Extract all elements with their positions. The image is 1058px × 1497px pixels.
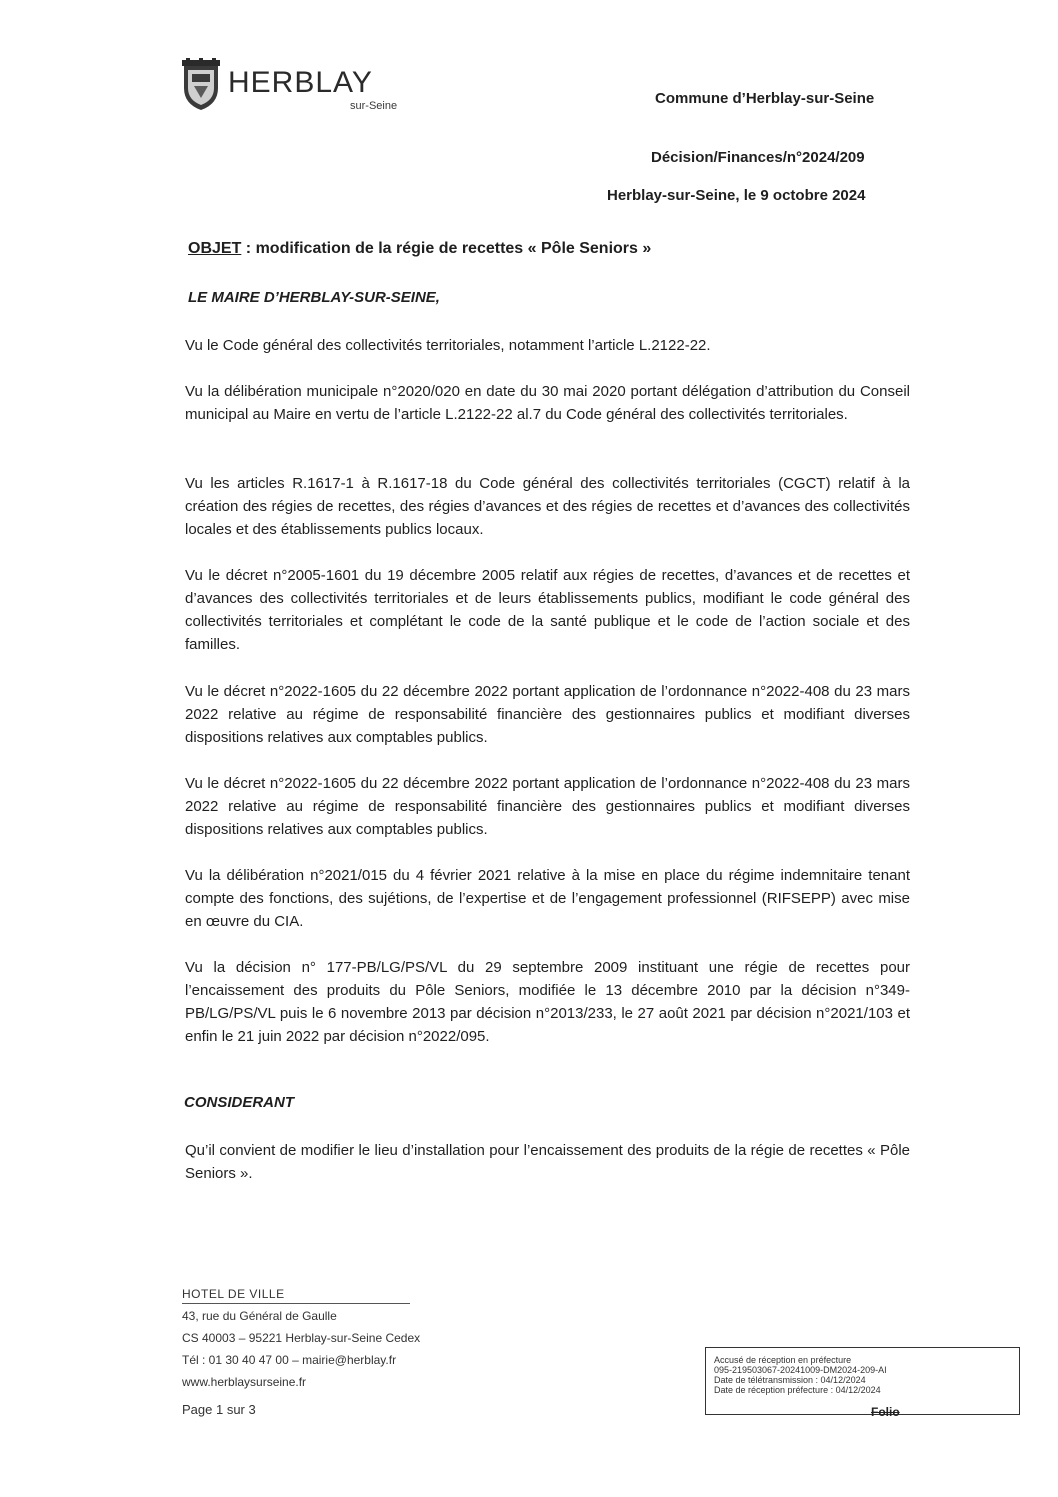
object-label: OBJET: [188, 240, 242, 257]
considerant-heading: CONSIDERANT: [184, 1094, 295, 1111]
object-text: : modification de la régie de recettes « Pôle Seniors »: [241, 240, 652, 257]
stamp-line-1: Accusé de réception en préfecture: [714, 1355, 852, 1365]
stamp-line-3: Date de télétransmission : 04/12/2024: [714, 1375, 866, 1385]
city-logo: [178, 58, 408, 118]
considerant-text: Qu’il convient de modifier le lieu d’installation pour l’encaissement des produits de la régie de recettes « Pôle Seniors ».: [185, 1142, 910, 1182]
paragraph-1: Vu le Code général des collectivités territoriales, notamment l’article L.2122-22.: [185, 337, 711, 354]
footer-address-1: 43, rue du Général de Gaulle: [182, 1309, 337, 1323]
logo-subtitle: sur-Seine: [350, 100, 398, 112]
paragraph-5: Vu le décret n°2022-1605 du 22 décembre 2022 portant application de l’ordonnance n°2022-408 du 23 mars 2022 relative au régime de responsabilité financière des gestionnaires publics et modifiant diverses dispositions relatives aux comptables publics.: [185, 683, 910, 746]
prefecture-receipt-stamp: [705, 1347, 1020, 1415]
paragraph-2: Vu la délibération municipale n°2020/020 en date du 30 mai 2020 portant délégation d’attribution du Conseil municipal au Maire en vertu de l’article L.2122-22 al.7 du Code général des collectivités territoriales.: [185, 383, 910, 423]
commune-name: Commune d’Herblay-sur-Seine: [655, 90, 875, 107]
paragraph-7: Vu la délibération n°2021/015 du 4 février 2021 relative à la mise en place du régime indemnitaire tenant compte des fonctions, des sujétions, de l’expertise et de l’engagement professionnel (RIFSEPP) avec mise en œuvre du CIA.: [185, 867, 910, 930]
footer-hotel: HOTEL DE VILLE: [182, 1287, 285, 1301]
coat-of-arms-icon: [178, 58, 224, 112]
footer-address-2: CS 40003 – 95221 Herblay-sur-Seine Cedex: [182, 1331, 421, 1345]
mayor-heading: LE MAIRE D’HERBLAY-SUR-SEINE,: [188, 289, 440, 306]
page-number: Page 1 sur 3: [182, 1402, 256, 1417]
stamp-line-2: 095-219503067-20241009-DM2024-209-AI: [714, 1365, 887, 1375]
paragraph-8: Vu la décision n° 177-PB/LG/PS/VL du 29 septembre 2009 instituant une régie de recettes pour l’encaissement des produits du Pôle Seniors, modifiée le 13 décembre 2010 par la décision n°349-PB/LG/PS/VL puis le 6 novembre 2013 par décision n°2013/233, le 27 août 2021 par décision n°2021/103 et enfin le 21 juin 2022 par décision n°2022/095.: [185, 959, 910, 1045]
logo-brand: HERBLAY: [228, 66, 373, 99]
paragraph-6: Vu le décret n°2022-1605 du 22 décembre 2022 portant application de l’ordonnance n°2022-408 du 23 mars 2022 relative au régime de responsabilité financière des gestionnaires publics et modifiant diverses dispositions relatives aux comptables publics.: [185, 775, 910, 838]
folio-label: Folio: [871, 1405, 900, 1419]
object-line: [188, 240, 651, 258]
footer-divider: [182, 1303, 410, 1304]
footer-website[interactable]: www.herblaysurseine.fr: [182, 1375, 307, 1389]
paragraph-4: Vu le décret n°2005-1601 du 19 décembre 2005 relatif aux régies de recettes, d’avances et de recettes et d’avances des collectivités territoriales et de leurs établissements publics, modifiant le code général des collectivités territoriales et complétant le code de la santé publique et le code de l’action sociale et des familles.: [185, 567, 910, 653]
decision-reference: Décision/Finances/n°2024/209: [651, 149, 865, 166]
place-date: Herblay-sur-Seine, le 9 octobre 2024: [607, 187, 866, 204]
footer-contact: Tél : 01 30 40 47 00 – mairie@herblay.fr: [182, 1353, 397, 1367]
stamp-line-4: Date de réception préfecture : 04/12/2024: [714, 1385, 881, 1395]
paragraph-3: Vu les articles R.1617-1 à R.1617-18 du Code général des collectivités territoriales (CGCT) relatif à la création des régies de recettes, des régies d’avances et des régies de recettes et d’avances des collectivités locales et des établissements publics locaux.: [185, 475, 910, 538]
